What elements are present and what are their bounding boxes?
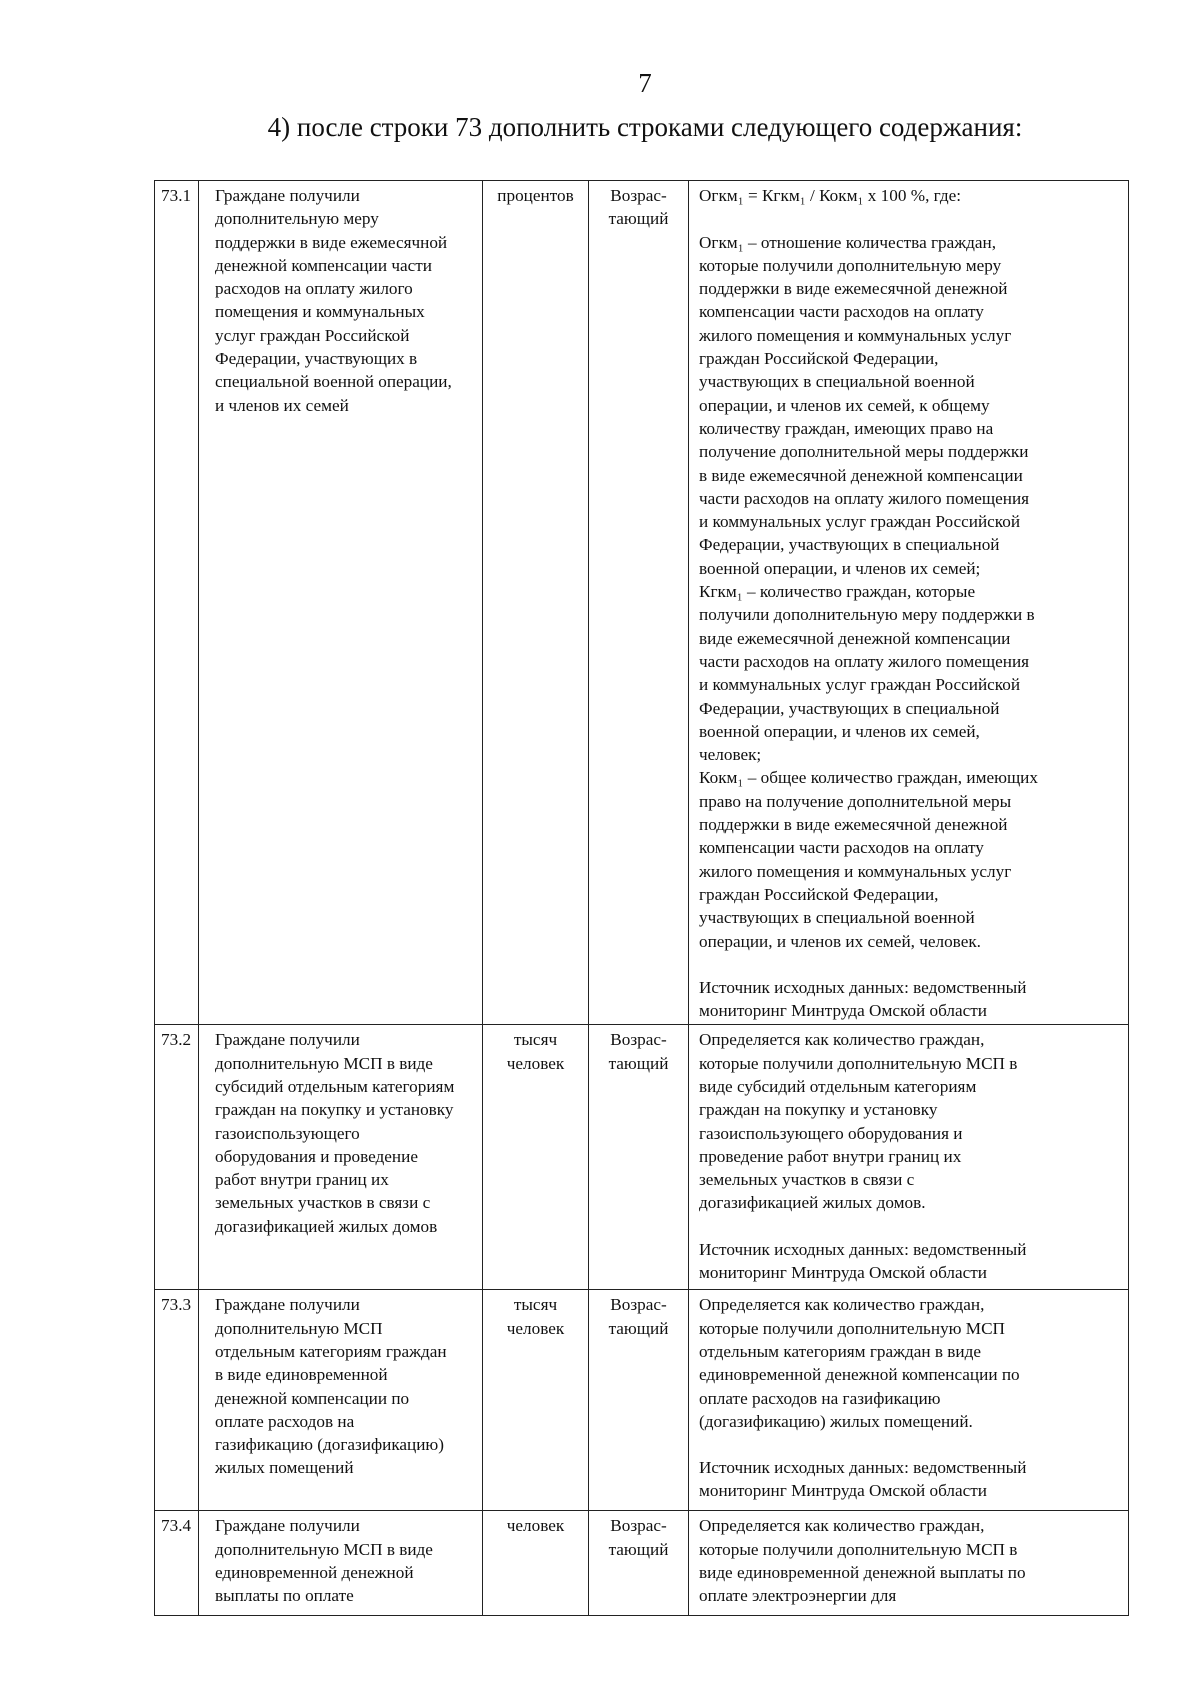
row-number: 73.1 — [155, 181, 199, 1025]
method-text: Определяется как количество граждан, которые получили дополнительную МСП в виде субсидий отдельным категориям граждан на покупку и установку газоиспользующего оборудования и проведение работ внутри границ их земельных участков в связи с догазификацией жилых домов. — [699, 1030, 1018, 1213]
unit-of-measure: процентов — [483, 181, 589, 1025]
unit-of-measure: тысяч человек — [483, 1025, 589, 1290]
table-row — [155, 1290, 1129, 1511]
indicator-description: Граждане получили дополнительную МСП в виде единовременной денежной выплаты по оплате — [199, 1511, 483, 1616]
indicator-description: Граждане получили дополнительную МСП в виде субсидий отдельным категориям граждан на покупку и установку газоиспользующего оборудования и проведение работ внутри границ их земельных участков в связи с догазификацией жилых домов — [199, 1025, 483, 1290]
row-number: 73.2 — [155, 1025, 199, 1290]
table-row — [155, 181, 1129, 1025]
calculation-method — [689, 1290, 1129, 1511]
calculation-method — [689, 181, 1129, 1025]
data-source: Источник исходных данных: ведомственный мониторинг Минтруда Омской области — [699, 1458, 1027, 1501]
page-number: 7 — [638, 68, 652, 98]
trend-direction: Возрас- тающий — [589, 181, 689, 1025]
indicator-description: Граждане получили дополнительную МСП отдельным категориям граждан в виде единовременной денежной компенсации по оплате расходов на газификацию (догазификацию) жилых помещений — [199, 1290, 483, 1511]
indicators-table — [154, 180, 1129, 1616]
unit-of-measure: тысяч человек — [483, 1290, 589, 1511]
amendment-intro: 4) после строки 73 дополнить строками следующего содержания: — [267, 112, 1023, 142]
method-text: Определяется как количество граждан, которые получили дополнительную МСП отдельным категориям граждан в виде единовременной денежной компенсации по оплате расходов на газификацию (догазификацию) жилых помещений. — [699, 1295, 1020, 1431]
table-row — [155, 1025, 1129, 1290]
calculation-method — [689, 1511, 1129, 1616]
table-row — [155, 1511, 1129, 1616]
trend-direction: Возрас- тающий — [589, 1290, 689, 1511]
trend-direction: Возрас- тающий — [589, 1025, 689, 1290]
row-number: 73.4 — [155, 1511, 199, 1616]
method-text: Огкм₁ = Кгкм₁ / Кокм₁ x 100 %, где: Огкм₁ – отношение количества граждан, которые получили дополнительную меру поддержки в виде ежемесячной денежной компенсации части расходов на оплату жилого помещения и коммунальных услуг граждан Российской Федерации, участвующих в специальной военной операции, и членов их семей, к общему количеству граждан, имеющих право на получение дополнительной меры поддержки в виде ежемесячной денежной компенсации части расходов на оплату жилого помещения и коммунальных услуг граждан Российской Федерации, участвующих в специальной военной операции, и членов их семей; Кгкм₁ – количество граждан, которые получили дополнительную меру поддержки в виде ежемесячной денежной компенсации части расходов на оплату жилого помещения и коммунальных услуг граждан Российской Федерации, участвующих в специальной военной операции, и членов их семей, человек; Кокм₁ – общее количество граждан, имеющих право на получение дополнительной меры поддержки в виде ежемесячной денежной компенсации части расходов на оплату жилого помещения и коммунальных услуг граждан Российской Федерации, участвующих в специальной военной операции, и членов их семей, человек. — [699, 186, 1038, 951]
indicator-description: Граждане получили дополнительную меру поддержки в виде ежемесячной денежной компенсации части расходов на оплату жилого помещения и коммунальных услуг граждан Российской Федерации, участвующих в специальной военной операции, и членов их семей — [199, 181, 483, 1025]
trend-direction: Возрас- тающий — [589, 1511, 689, 1616]
unit-of-measure: человек — [483, 1511, 589, 1616]
method-text: Определяется как количество граждан, которые получили дополнительную МСП в виде единовременной денежной выплаты по оплате электроэнергии для — [699, 1516, 1026, 1606]
calculation-method — [689, 1025, 1129, 1290]
data-source: Источник исходных данных: ведомственный мониторинг Минтруда Омской области — [699, 1239, 1027, 1283]
data-source: Источник исходных данных: ведомственный мониторинг Минтруда Омской области — [699, 977, 1027, 1021]
row-number: 73.3 — [155, 1290, 199, 1511]
